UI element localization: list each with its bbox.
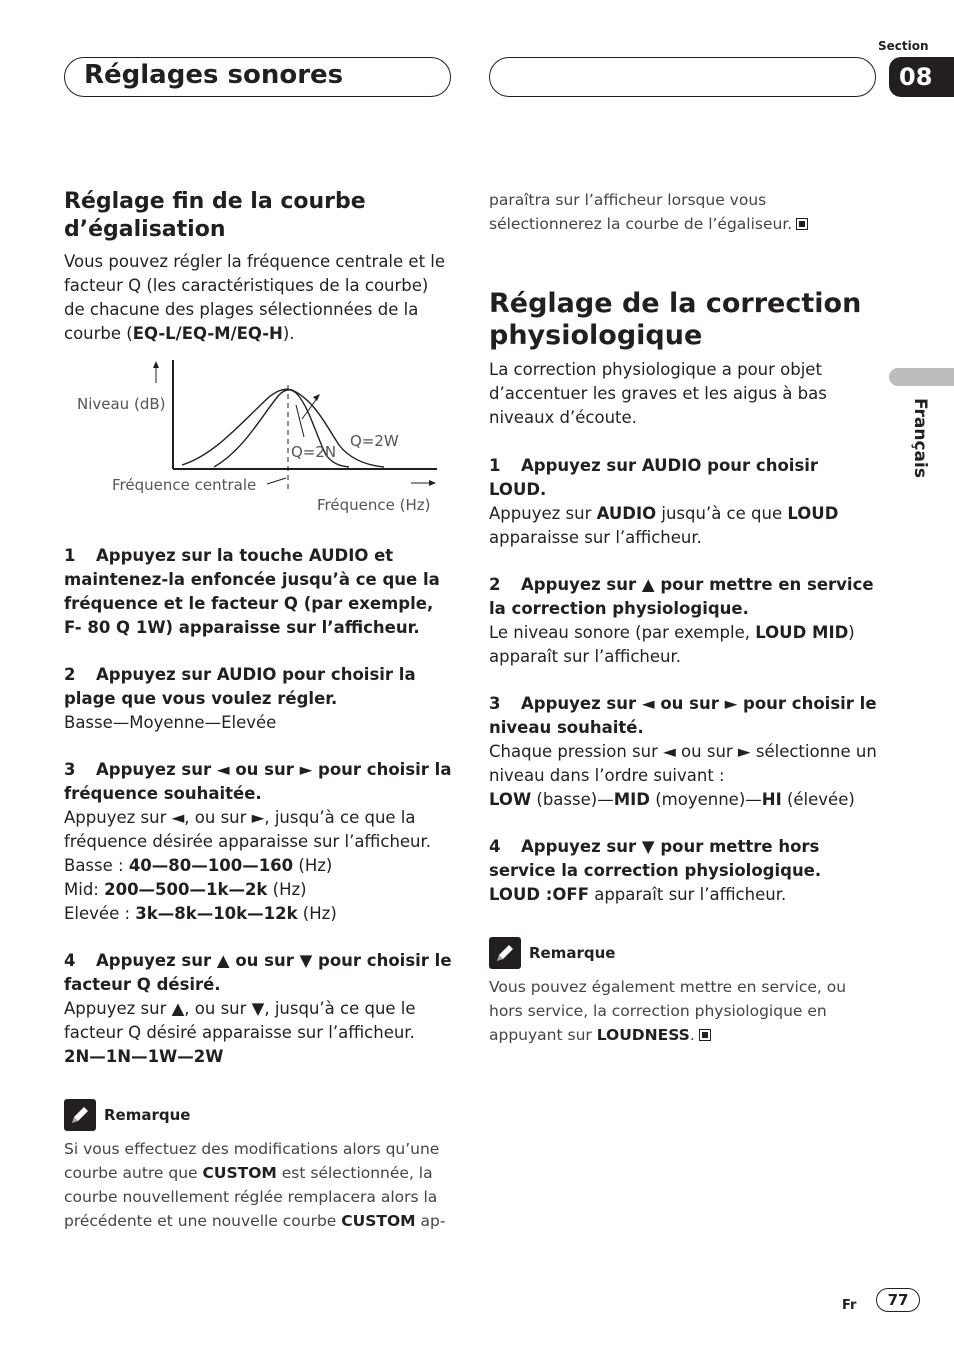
eq-step-2-body: Basse—Moyenne—Elevée — [64, 713, 277, 732]
loud-step-2: 2 Appuyez sur ▲ pour mettre en service la correction physiologique. — [489, 575, 874, 618]
eq-note — [64, 1099, 454, 1233]
y-axis-label: Niveau (dB) — [77, 395, 166, 413]
loud-step-2-body: Le niveau sonore (par exemple, LOUD MID) apparaît sur l’afficheur. — [489, 623, 855, 666]
loud-step-4-body: LOUD :OFF apparaît sur l’afficheur. — [489, 885, 787, 904]
left-column — [64, 188, 454, 346]
curve-wide-q — [182, 389, 384, 467]
section-number-badge: 08 — [889, 57, 954, 97]
page-number: 77 — [876, 1288, 920, 1312]
loud-step-4: 4 Appuyez sur ▼ pour mettre hors service la correction physiologique. — [489, 837, 822, 880]
q-narrow-label: Q=2N — [291, 443, 337, 461]
right-column — [489, 188, 879, 1047]
x-arrow-head — [429, 480, 436, 486]
q-wide-label: Q=2W — [350, 432, 399, 450]
eq-step-1: 1 Appuyez sur la touche AUDIO et maintenez-la enfoncée jusqu’à ce que la fréquence et le facteur Q (par exemple, F- 80 Q 1W) apparaisse sur l’afficheur. — [64, 546, 440, 637]
pointer-2w-head — [313, 394, 320, 401]
eq-section-heading: Réglage fin de la courbe d’égalisation — [64, 189, 366, 242]
language-label: Français — [910, 398, 930, 478]
loud-step-1-body: Appuyez sur AUDIO jusqu’à ce que LOUD apparaisse sur l’afficheur. — [489, 504, 839, 547]
eq-intro: Vous pouvez régler la fréquence centrale et le facteur Q (les caractéristiques de la courbe) de chacune des plages sélectionnées de la courbe (EQ-L/EQ-M/EQ-H). — [64, 252, 446, 343]
footer-language: Fr — [842, 1298, 857, 1313]
eq-note-text: Si vous effectuez des modifications alors qu’une courbe autre que CUSTOM est sélectionnée, la courbe nouvellement réglée remplacera alors la précédente et une nouvelle courbe CUSTOM ap- — [64, 1140, 446, 1230]
loudness-section-heading: Réglage de la correction physiologique — [489, 288, 862, 351]
eq-step-4: 4 Appuyez sur ▲ ou sur ▼ pour choisir le facteur Q désiré. — [64, 951, 452, 994]
loud-note-header — [489, 937, 879, 969]
header-right-frame — [489, 57, 876, 97]
page-title: Réglages sonores — [84, 60, 344, 90]
eq-step-2: 2 Appuyez sur AUDIO pour choisir la plage que vous voulez régler. — [64, 665, 416, 708]
eq-step-3: 3 Appuyez sur ◄ ou sur ► pour choisir la fréquence souhaitée. — [64, 760, 452, 803]
eq-note-header — [64, 1099, 454, 1131]
eq-curve-diagram — [64, 355, 454, 520]
eq-note-label: Remarque — [104, 1106, 191, 1124]
loudness-intro: La correction physiologique a pour objet d’accentuer les graves et les aigus à bas niveaux d’écoute. — [489, 360, 827, 427]
loud-levels: LOW (basse)—MID (moyenne)—HI (élevée) — [489, 790, 855, 809]
eq-basse-values: Basse : 40—80—100—160 (Hz) — [64, 856, 333, 875]
center-pointer — [267, 478, 286, 484]
center-frequency-label: Fréquence centrale — [112, 476, 257, 494]
loud-note-text: Vous pouvez également mettre en service, ou hors service, la correction physiologique en appuyant sur LOUDNESS. — [489, 978, 847, 1044]
eq-note-continuation: paraîtra sur l’afficheur lorsque vous sélectionnerez la courbe de l’égaliseur. — [489, 188, 879, 236]
left-steps — [64, 544, 454, 1233]
end-mark-icon — [796, 218, 808, 230]
x-axis-label: Fréquence (Hz) — [317, 496, 431, 514]
eq-mid-values: Mid: 200—500—1k—2k (Hz) — [64, 880, 307, 899]
loud-step-3-body: Chaque pression sur ◄ ou sur ► sélectionne un niveau dans l’ordre suivant : — [489, 742, 877, 785]
loud-note — [489, 937, 879, 1047]
end-mark-icon — [699, 1029, 711, 1041]
language-tab — [912, 398, 932, 488]
eq-elevee-values: Elevée : 3k—8k—10k—12k (Hz) — [64, 904, 337, 923]
y-arrow-head — [153, 361, 159, 368]
section-label: Section — [878, 39, 929, 53]
language-tab-marker — [889, 368, 954, 386]
eq-step-4-body: Appuyez sur ▲, ou sur ▼, jusqu’à ce que le facteur Q désiré apparaisse sur l’afficheur. — [64, 999, 416, 1042]
loud-note-label: Remarque — [529, 944, 616, 962]
loud-step-3: 3 Appuyez sur ◄ ou sur ► pour choisir le niveau souhaité. — [489, 694, 877, 737]
eq-step-3-body: Appuyez sur ◄, ou sur ►, jusqu’à ce que la fréquence désirée apparaisse sur l’afficheur. — [64, 808, 432, 851]
loud-step-1: 1 Appuyez sur AUDIO pour choisir LOUD. — [489, 456, 819, 499]
pointer-2n — [296, 405, 304, 437]
note-pencil-icon — [489, 937, 521, 969]
eq-q-values: 2N—1N—1W—2W — [64, 1047, 224, 1066]
note-pencil-icon — [64, 1099, 96, 1131]
